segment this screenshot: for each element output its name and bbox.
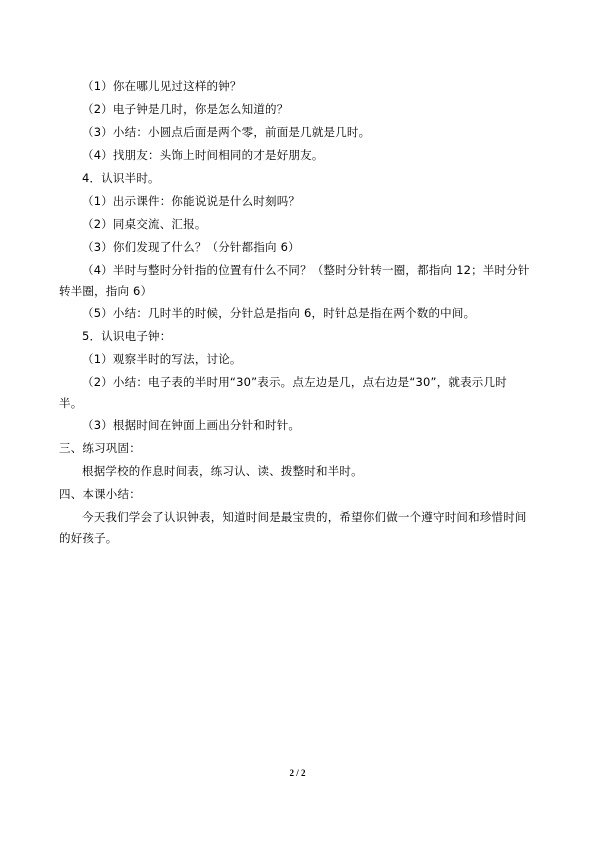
text-line: （2）电子钟是几时，你是怎么知道的？: [82, 102, 289, 116]
text-line: 半。: [59, 396, 83, 410]
text-line: 转半圈，指向 6）: [59, 284, 153, 298]
text-line: 的好孩子。: [59, 531, 118, 545]
text-line: （4）找朋友：头饰上时间相同的才是好朋友。: [82, 148, 324, 162]
text-line: （3）你们发现了什么？（分针都指向 6）: [82, 240, 300, 254]
text-line: （1）出示课件：你能说说是什么时刻吗？: [82, 194, 301, 208]
page-number: 2 / 2: [289, 768, 306, 778]
text-line: （3）根据时间在钟面上画出分针和时针。: [82, 418, 301, 432]
text-line: （2）同桌交流、汇报。: [82, 217, 207, 231]
text-line: （1）你在哪儿见过这样的钟？: [82, 79, 242, 93]
text-line: 今天我们学会了认识钟表，知道时间是最宝贵的，希望你们做一个遵守时间和珍惜时间: [82, 510, 527, 524]
text-line: （2）小结：电子表的半时用“30”表示。点左边是几，点右边是“30”，就表示几时: [82, 375, 507, 389]
text-line: （3）小结：小圆点后面是两个零，前面是几就是几时。: [82, 125, 371, 139]
text-line: 4．认识半时。: [82, 171, 160, 185]
text-line: （4）半时与整时分针指的位置有什么不同？（整时分针转一圈，都指向 12；半时分针: [82, 263, 530, 277]
text-line: 5．认识电子钟：: [82, 329, 172, 343]
text-line: 四、本课小结：: [59, 487, 141, 501]
text-line: （1）观察半时的写法，讨论。: [82, 352, 242, 366]
text-line: 根据学校的作息时间表，练习认、读、拨整时和半时。: [82, 464, 363, 478]
text-line: 三、练习巩固：: [59, 441, 141, 455]
text-line: （5）小结：几时半的时候，分针总是指向 6，时针总是指在两个数的中间。: [82, 306, 476, 320]
